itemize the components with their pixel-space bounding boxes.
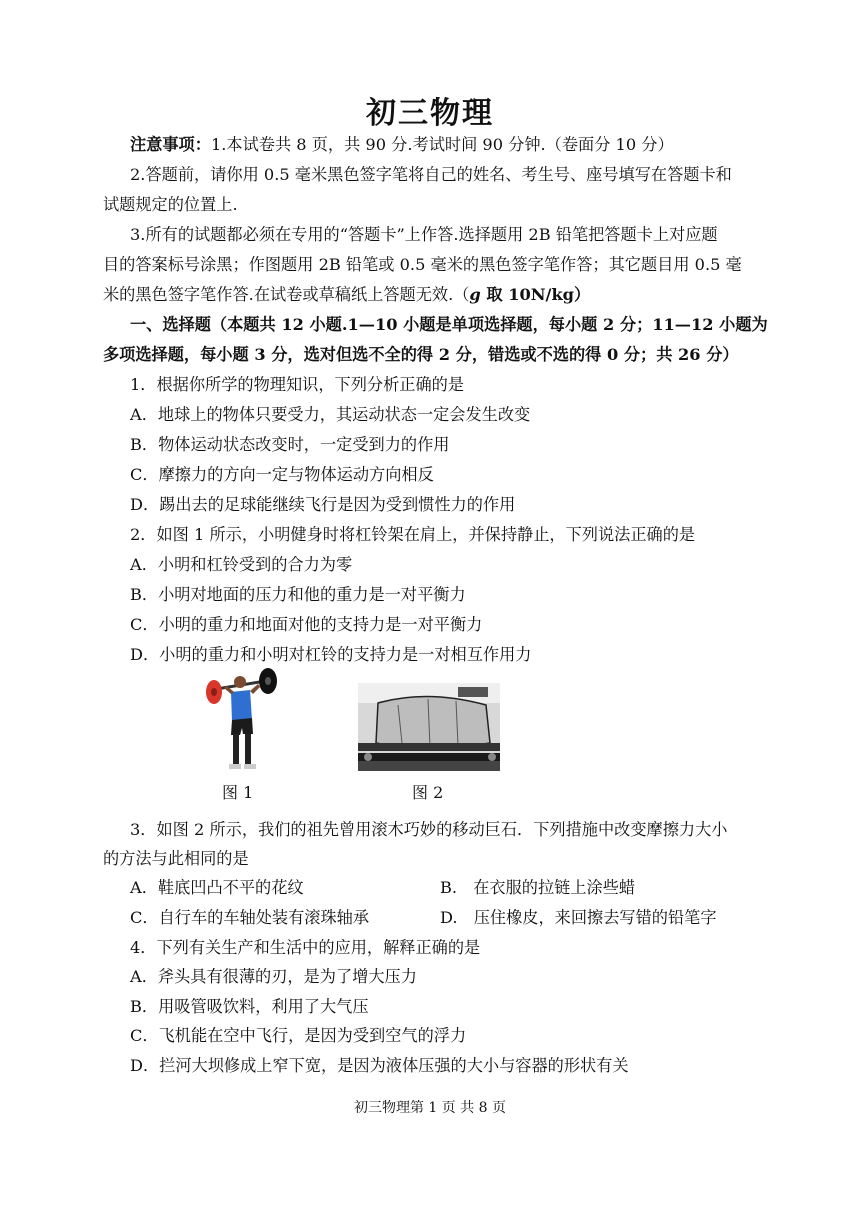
q1-stem: 1．根据你所学的物理知识，下列分析正确的是: [130, 375, 465, 394]
q1-option-b: B．物体运动状态改变时，一定受到力的作用: [130, 435, 450, 454]
notice-line-2: 2.答题前，请你用 0.5 毫米黑色签字笔将自己的姓名、考生号、座号填写在答题卡和: [130, 165, 732, 184]
q4-option-d: D．拦河大坝修成上窄下宽，是因为液体压强的大小与容器的形状有关: [130, 1056, 629, 1075]
q3-stem-line-2: 的方法与此相同的是: [103, 849, 249, 868]
page-title: 初三物理: [366, 96, 494, 131]
notice-label: 注意事项：: [130, 135, 211, 154]
notice-line-3: 试题规定的位置上.: [103, 195, 238, 214]
figure-2-boulder-on-logs: [358, 683, 500, 771]
page-footer: 初三物理第 1 页 共 8 页: [353, 1100, 507, 1116]
section-header-line-2: 多项选择题，每小题 3 分，选对但选不全的得 2 分，错选或不选的得 0 分；共 26 分）: [103, 345, 739, 364]
notice-text-1: 1.本试卷共 8 页，共 90 分.考试时间 90 分钟.（卷面分 10 分）: [210, 135, 674, 154]
q2-option-c: C．小明的重力和地面对他的支持力是一对平衡力: [130, 615, 483, 634]
notice-line-1: [130, 135, 800, 155]
q2-option-b: B．小明对地面的压力和他的重力是一对平衡力: [130, 585, 466, 604]
q2-option-a: A．小明和杠铃受到的合力为零: [130, 555, 353, 574]
q3-option-a: A．鞋底凹凸不平的花纹: [130, 878, 304, 897]
figure-2-caption: 图 2: [412, 783, 444, 802]
q1-option-a: A．地球上的物体只要受力，其运动状态一定会发生改变: [130, 405, 531, 424]
q2-stem: 2．如图 1 所示，小明健身时将杠铃架在肩上，并保持静止，下列说法正确的是: [130, 525, 696, 544]
q4-option-a: A．斧头具有很薄的刃，是为了增大压力: [130, 967, 417, 986]
q4-option-c: C．飞机能在空中飞行，是因为受到空气的浮力: [130, 1026, 467, 1045]
figure-1-caption: 图 1: [222, 783, 254, 802]
notice-text-6a: 米的黑色签字笔作答.在试卷或草稿纸上答题无效.（: [103, 285, 470, 304]
notice-line-4: 3.所有的试题都必须在专用的“答题卡”上作答.选择题用 2B 铅笔把答题卡上对应题: [130, 225, 718, 244]
g-symbol: g: [469, 285, 481, 304]
q2-option-d: D．小明的重力和小明对杠铃的支持力是一对相互作用力: [130, 645, 532, 664]
q1-option-d: D．踢出去的足球能继续飞行是因为受到惯性力的作用: [130, 495, 516, 514]
notice-text-6b: 取 10N/kg）: [480, 285, 591, 304]
notice-line-5: 目的答案标号涂黑；作图题用 2B 铅笔或 0.5 毫米的黑色签字笔作答；其它题目用 0.5 毫: [103, 255, 742, 274]
section-header-line-1: 一、选择题（本题共 12 小题.1—10 小题是单项选择题，每小题 2 分；11—12 小题为: [130, 315, 768, 334]
q1-option-c: C．摩擦力的方向一定与物体运动方向相反: [130, 465, 434, 484]
q3-option-b: B. 在衣服的拉链上涂些蜡: [440, 878, 636, 897]
figure-1-weightlifter: [200, 668, 290, 778]
q3-option-c: C．自行车的车轴处装有滚珠轴承: [130, 908, 370, 927]
q3-stem-line-1: 3．如图 2 所示，我们的祖先曾用滚木巧妙的移动巨石．下列措施中改变摩擦力大小: [130, 820, 728, 839]
notice-line-6: [103, 285, 773, 305]
q4-stem: 4．下列有关生产和生活中的应用，解释正确的是: [130, 938, 481, 957]
q4-option-b: B．用吸管吸饮料，利用了大气压: [130, 997, 369, 1016]
q3-option-d: D. 压住橡皮，来回擦去写错的铅笔字: [440, 908, 717, 927]
